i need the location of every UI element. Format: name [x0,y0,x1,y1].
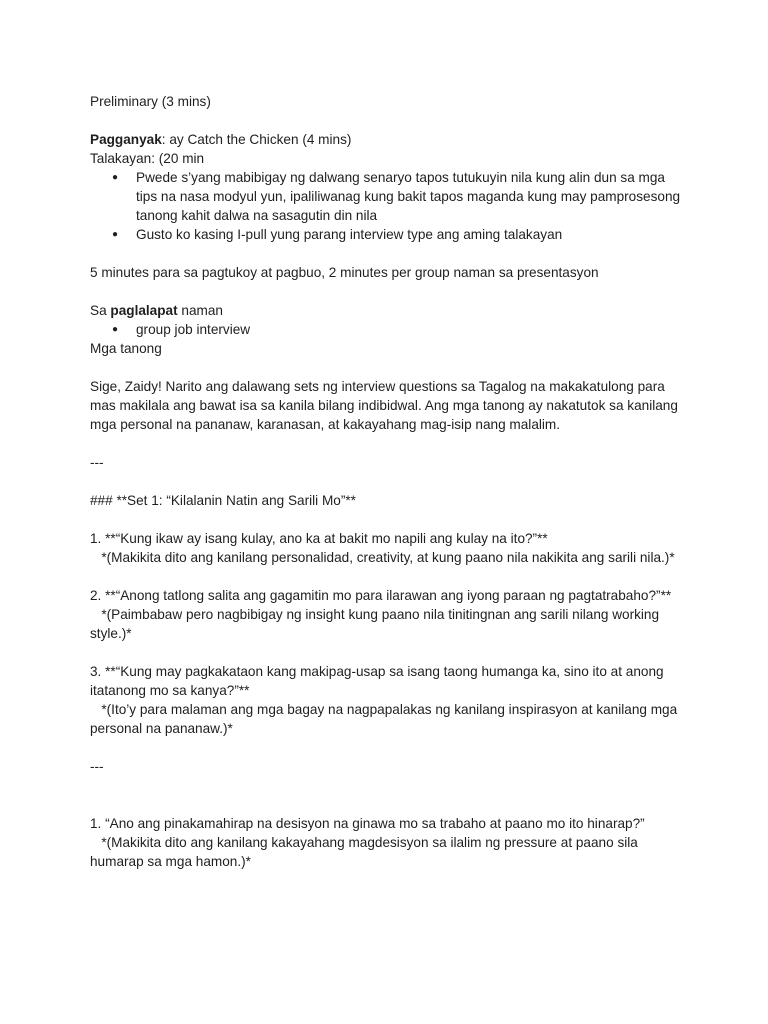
question-4: 1. “Ano ang pinakamahirap na desisyon na ginawa mo sa trabaho at paano mo ito hinarap?” [90,816,645,831]
mga-tanong-line: Mga tanong [90,341,162,356]
talakayan-line: Talakayan: (20 min [90,151,205,166]
spacer [90,472,688,491]
bullet-item: ● group job interview [90,320,688,339]
spacer [90,567,688,586]
pagganyak-line [90,130,688,149]
spacer [90,282,688,301]
question-3-note: *(Ito’y para malaman ang mga bagay na nagpapalakas ng kanilang inspirasyon at kanilang mga personal na pananaw.)* [90,702,681,736]
separator: --- [90,759,104,774]
pagganyak-rest: : ay Catch the Chicken (4 mins) [161,132,352,147]
spacer [90,643,688,662]
question-2: 2. **“Anong tatlong salita ang gagamitin mo para ilarawan ang iyong paraan ng pagtatrabaho?”** [90,588,672,603]
question-4-note: *(Makikita dito ang kanilang kakayahang magdesisyon sa ilalim ng pressure at paano sila humarap sa mga hamon.)* [90,835,642,869]
spacer [90,111,688,130]
minutes-line: 5 minutes para sa pagtukoy at pagbuo, 2 minutes per group naman sa presentasyon [90,265,599,280]
spacer [90,510,688,529]
spacer [90,358,688,377]
bullet-item: ● Pwede s’yang mabibigay ng dalwang senaryo tapos tutukuyin nila kung alin dun sa mga tips na nasa modyul yun, ipaliliwanag kung bakit tapos maganda kung may pamprosesong tanong kahit dalwa na sasagutin din nila [90,168,688,225]
question-1: 1. **“Kung ikaw ay isang kulay, ano ka at bakit mo napili ang kulay na ito?”** [90,531,548,546]
question-2-note: *(Paimbabaw pero nagbibigay ng insight kung paano nila tinitingnan ang sarili nilang working style.)* [90,607,663,641]
spacer [90,738,688,757]
spacer [90,434,688,453]
paglalapat-bold: paglalapat [110,303,178,318]
set1-heading: ### **Set 1: “Kilalanin Natin ang Sarili Mo”** [90,493,356,508]
paglalapat-bullets [90,320,688,339]
separator: --- [90,455,104,470]
question-3: 3. **“Kung may pagkakataon kang makipag-usap sa isang taong humanga ka, sino ito at anong itatanong mo sa kanya?”** [90,664,668,698]
preliminary-line: Preliminary (3 mins) [90,94,211,109]
sa-suffix: naman [177,303,223,318]
spacer [90,795,688,814]
intro-paragraph: Sige, Zaidy! Narito ang dalawang sets ng interview questions sa Tagalog na makakatulong para mas makilala ang bawat isa sa kanila bilang indibidwal. Ang mga tanong ay nakatutok sa kanilang mga personal na pananaw, karanasan, at kakayahang mag-isip nang malalim. [90,379,678,432]
spacer [90,244,688,263]
question-1-note: *(Makikita dito ang kanilang personalidad, creativity, at kung paano nila nakikita ang sarili nila.)* [90,550,675,565]
bullet-item: ● Gusto ko kasing I-pull yung parang interview type ang aming talakayan [90,225,688,244]
pagganyak-bold: Pagganyak [90,132,162,147]
talakayan-bullets [90,168,688,244]
sa-prefix: Sa [90,303,111,318]
paglalapat-line [90,301,688,320]
spacer [90,776,688,795]
